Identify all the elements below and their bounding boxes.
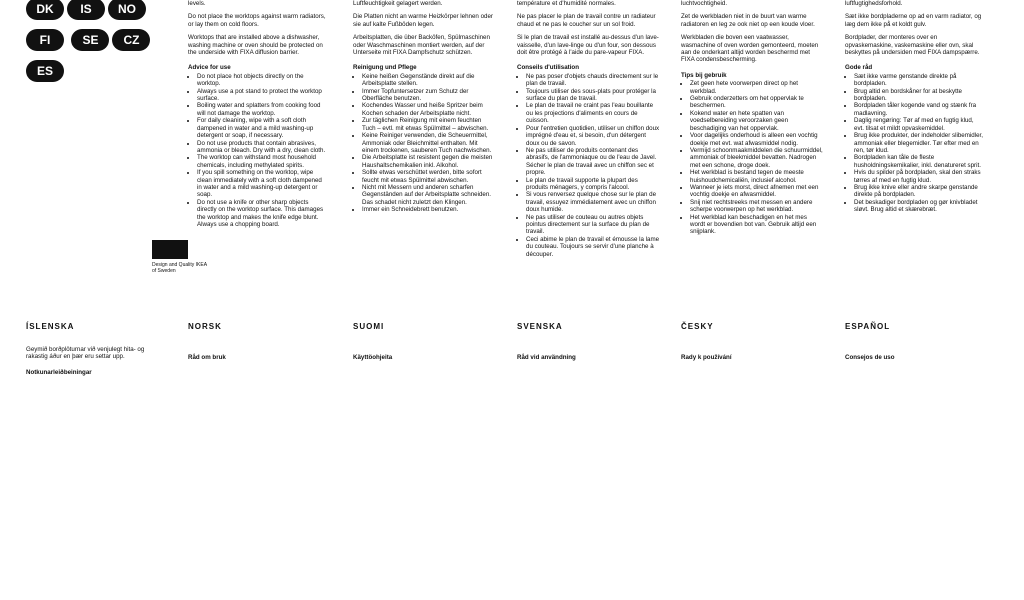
list-item: • Do not use a knife or other sharp objects directly on the worktop surface. This damages the worktop and makes the knife edge blunt. Always use a chopping board. bbox=[197, 199, 328, 229]
language-heading-czech: ČESKY bbox=[681, 322, 714, 331]
list-item: • Immer ein Schneidebrett benutzen. bbox=[362, 206, 493, 213]
list-item: • Le plan de travail supporte la plupart des produits ménagers, y compris l'alcool. bbox=[526, 177, 660, 192]
czech-column bbox=[681, 346, 823, 362]
list-item: • Do not use products that contain abrasives, ammonia or bleach. Dry with a dry, clean cloth. bbox=[197, 140, 328, 155]
section-heading: Käyttöohjeita bbox=[353, 354, 393, 361]
paragraph: température et d'humidité normales. bbox=[517, 0, 616, 7]
list-item: • Pour l'entretien quotidien, utiliser un chiffon doux imprégné d'eau et, si besoin, d'un détergent doux ou de savon. bbox=[526, 125, 660, 147]
list-item: • Brug ikke produkter, der indeholder slibemidler, ammoniak eller blegemidler. Tør efter med en ren, tør klud. bbox=[854, 132, 985, 154]
list-item: • Daglig rengøring: Tør af med en fugtig klud, evt. tilsat et mildt opvaskemiddel. bbox=[854, 117, 985, 132]
list-item: • Kochendes Wasser und heiße Spritzer beim Kochen schaden der Arbeitsplatte nicht. bbox=[362, 102, 493, 117]
language-badge: SE bbox=[71, 29, 109, 51]
paragraph: Luftfeuchtigkeit gelagert werden. bbox=[353, 0, 443, 7]
dutch-column bbox=[681, 0, 823, 241]
list-item: • Vermijd schoonmaakmiddelen die schuurmiddel, ammoniak of bleekmiddel bevatten. Nadrogen met een schone, droge doek. bbox=[690, 147, 823, 169]
list-item: • Keine heißen Gegenstände direkt auf die Arbeitsplatte stellen. bbox=[362, 73, 493, 88]
section-heading: Gode råd bbox=[845, 64, 873, 72]
language-heading-icelandic: ÍSLENSKA bbox=[26, 322, 75, 331]
paragraph: Die Platten nicht an warme Heizkörper lehnen oder sie auf kalte Fußböden legen. bbox=[353, 13, 493, 28]
list-item: • Zet geen hete voorwerpen direct op het werkblad. bbox=[690, 80, 823, 95]
paragraph: Do not place the worktops against warm radiators, or lay them on cold floors. bbox=[188, 13, 326, 28]
section-heading: Consejos de uso bbox=[845, 354, 895, 361]
list-item: • Det beskadiger bordpladen og gør knivbladet sløvt. Brug altid et skærebræt. bbox=[854, 199, 985, 214]
paragraph: levels. bbox=[188, 0, 206, 7]
list-item: • Zur täglichen Reinigung mit einem feuchten Tuch – evtl. mit etwas Spülmittel – abwischen. bbox=[362, 117, 493, 132]
icelandic-column bbox=[26, 346, 166, 377]
paragraph: Zet de werkbladen niet in de buurt van warme radiatoren en leg ze ook niet op een koude vloer. bbox=[681, 13, 815, 28]
spanish-column bbox=[845, 346, 985, 362]
list-item: • Bordpladen tåler kogende vand og stænk fra madlavning. bbox=[854, 102, 985, 117]
english-column bbox=[188, 0, 328, 233]
list-item: • Always use a pot stand to protect the worktop surface. bbox=[197, 88, 328, 103]
paragraph: luftfugtighedsforhold. bbox=[845, 0, 903, 7]
list-item: • Brug ikke knive eller andre skarpe genstande direkte på bordpladen. bbox=[854, 184, 985, 199]
language-heading-finnish: SUOMI bbox=[353, 322, 385, 331]
section-heading: Notkunarleiðbeiningar bbox=[26, 368, 92, 376]
list-item: • Nicht mit Messern und anderen scharfen Gegenständen auf der Arbeitsplatte schneiden. Das schadet nicht zuletzt den Klingen. bbox=[362, 184, 493, 206]
finnish-column bbox=[353, 346, 493, 362]
paragraph: Si le plan de travail est installé au-dessus d'un lave-vaisselle, d'un lave-linge ou d'un four, son dessous doit être protégé à l'aide du pare-vapeur FIXA. bbox=[517, 34, 659, 57]
list-item: • Die Arbeitsplatte ist resistent gegen die meisten Haushaltschemikalien inkl. Alkohol. bbox=[362, 154, 493, 169]
list-item: • If you spill something on the worktop, wipe clean immediately with a soft cloth dampened in water and a mild washing-up detergent or soap. bbox=[197, 169, 328, 199]
language-heading-swedish: SVENSKA bbox=[517, 322, 563, 331]
paragraph: Geymið borðplöturnar við venjulegt hita- og rakastig áður en þær eru settar upp. bbox=[26, 346, 145, 361]
list-item: • Toujours utiliser des sous-plats pour protéger la surface du plan de travail. bbox=[526, 88, 660, 103]
list-item: • Ne pas poser d'objets chauds directement sur le plan de travail. bbox=[526, 73, 660, 88]
list-item: • Het werkblad kan beschadigen en het mes wordt er bovendien bot van. Gebruik altijd een snijplank. bbox=[690, 214, 823, 236]
list-item: • Ne pas utiliser de couteau ou autres objets pointus directement sur la surface du plan de travail. bbox=[526, 214, 660, 236]
list-item: • For daily cleaning, wipe with a soft cloth dampened in water and a mild washing-up detergent or soap, if necessary. bbox=[197, 117, 328, 139]
list-item: • Boiling water and splatters from cooking food will not damage the worktop. bbox=[197, 102, 328, 117]
language-badges bbox=[26, 0, 156, 91]
list-item: • Ceci abime le plan de travail et émousse la lame du couteau. Toujours se servir d'une planche à découper. bbox=[526, 236, 660, 258]
section-heading: Conseils d'utilisation bbox=[517, 64, 579, 72]
list-item: • Voor dagelijks onderhoud is alleen een vochtig doekje met evt. wat afwasmiddel nodig. bbox=[690, 132, 823, 147]
list-item: • Brug altid en bordskåner for at beskytte bordpladen. bbox=[854, 88, 985, 103]
list-item: • Kokend water en hete spatten van voedselbereiding veroorzaken geen beschadiging van het oppervlak. bbox=[690, 110, 823, 132]
list-item: • Si vous renversez quelque chose sur le plan de travail, essuyez immédiatement avec un chiffon doux humide. bbox=[526, 191, 660, 213]
list-item: • Snij niet rechtstreeks met messen en andere scherpe voorwerpen op het werkblad. bbox=[690, 199, 823, 214]
list-item: • Keine Reiniger verwenden, die Scheuermittel, Ammoniak oder Bleichmittel enthalten. Mit einem trockenen, sauberen Tuch nachwischen. bbox=[362, 132, 493, 154]
list-item: • Sæt ikke varme genstande direkte på bordpladen. bbox=[854, 73, 985, 88]
list-item: • Do not place hot objects directly on the worktop. bbox=[197, 73, 328, 88]
list-item: • The worktop can withstand most household chemicals, including methylated spirits. bbox=[197, 154, 328, 169]
section-heading: Tips bij gebruik bbox=[681, 71, 727, 79]
list-item: • Bordpladen kan tåle de fleste husholdningskemikalier, inkl. denatureret sprit. bbox=[854, 154, 985, 169]
logo-caption: Design and Quality IKEA of Sweden bbox=[152, 262, 207, 274]
language-badge: IS bbox=[67, 0, 105, 20]
list-item: • Sollte etwas verschüttet werden, bitte sofort feucht mit etwas Spülmittel abwischen. bbox=[362, 169, 493, 184]
paragraph: Ne pas placer le plan de travail contre un radiateur chaud et ne pas le coucher sur un sol froid. bbox=[517, 13, 656, 28]
paragraph: luchtvochtigheid. bbox=[681, 0, 728, 7]
paragraph: Worktops that are installed above a dishwasher, washing machine or oven should be protected on the underside with FIXA diffusion barrier. bbox=[188, 34, 323, 57]
section-heading: Reinigung und Pflege bbox=[353, 64, 417, 72]
paragraph: Sæt ikke bordpladerne op ad en varm radiator, og læg dem ikke på et koldt gulv. bbox=[845, 13, 982, 28]
list-item: • Wanneer je iets morst, direct afnemen met een vochtig doekje en afwasmiddel. bbox=[690, 184, 823, 199]
german-column bbox=[353, 0, 493, 219]
language-heading-spanish: ESPAÑOL bbox=[845, 322, 891, 331]
ikea-logo bbox=[152, 240, 188, 259]
language-badge: CZ bbox=[112, 29, 150, 51]
section-heading: Advice for use bbox=[188, 64, 231, 72]
paragraph: Werkbladen die boven een vaatwasser, wasmachine of oven worden gemonteerd, moeten aan de onderkant altijd worden beschermd met FIXA condensbescherming. bbox=[681, 34, 819, 64]
language-badge: DK bbox=[26, 0, 64, 20]
danish-column bbox=[845, 0, 985, 219]
list-item: • Immer Topfuntersetzer zum Schutz der Oberfläche benutzen. bbox=[362, 88, 493, 103]
french-column bbox=[517, 0, 660, 263]
language-heading-norwegian: NORSK bbox=[188, 322, 222, 331]
section-heading: Råd vid användning bbox=[517, 354, 576, 361]
language-badge: NO bbox=[108, 0, 146, 20]
list-item: • Ne pas utiliser de produits contenant des abrasifs, de l'ammoniaque ou de l'eau de Javel. Sécher le plan de travail avec un chiffon sec et propre. bbox=[526, 147, 660, 177]
swedish-column bbox=[517, 346, 660, 362]
norwegian-column bbox=[188, 346, 328, 362]
section-heading: Rady k používání bbox=[681, 354, 732, 361]
list-item: • Het werkblad is bestand tegen de meeste huishoudchemicaliën, inclusief alcohol. bbox=[690, 169, 823, 184]
language-badge: FI bbox=[26, 29, 64, 51]
section-heading: Råd om bruk bbox=[188, 354, 226, 361]
language-badge: ES bbox=[26, 60, 64, 82]
list-item: • Hvis du spilder på bordpladen, skal den straks tørres af med en fugtig klud. bbox=[854, 169, 985, 184]
list-item: • Gebruik onderzetters om het oppervlak te beschermen. bbox=[690, 95, 823, 110]
list-item: • Le plan de travail ne craint pas l'eau bouillante ou les projections d'aliments en cours de cuisson. bbox=[526, 102, 660, 124]
paragraph: Bordplader, der monteres over en opvaskemaskine, vaskemaskine eller ovn, skal beskyttes på undersiden med FIXA dampspærre. bbox=[845, 34, 980, 57]
paragraph: Arbeitsplatten, die über Backöfen, Spülmaschinen oder Waschmaschinen montiert werden, auf der Unterseite mit FIXA Dampfschutz schützen. bbox=[353, 34, 490, 57]
